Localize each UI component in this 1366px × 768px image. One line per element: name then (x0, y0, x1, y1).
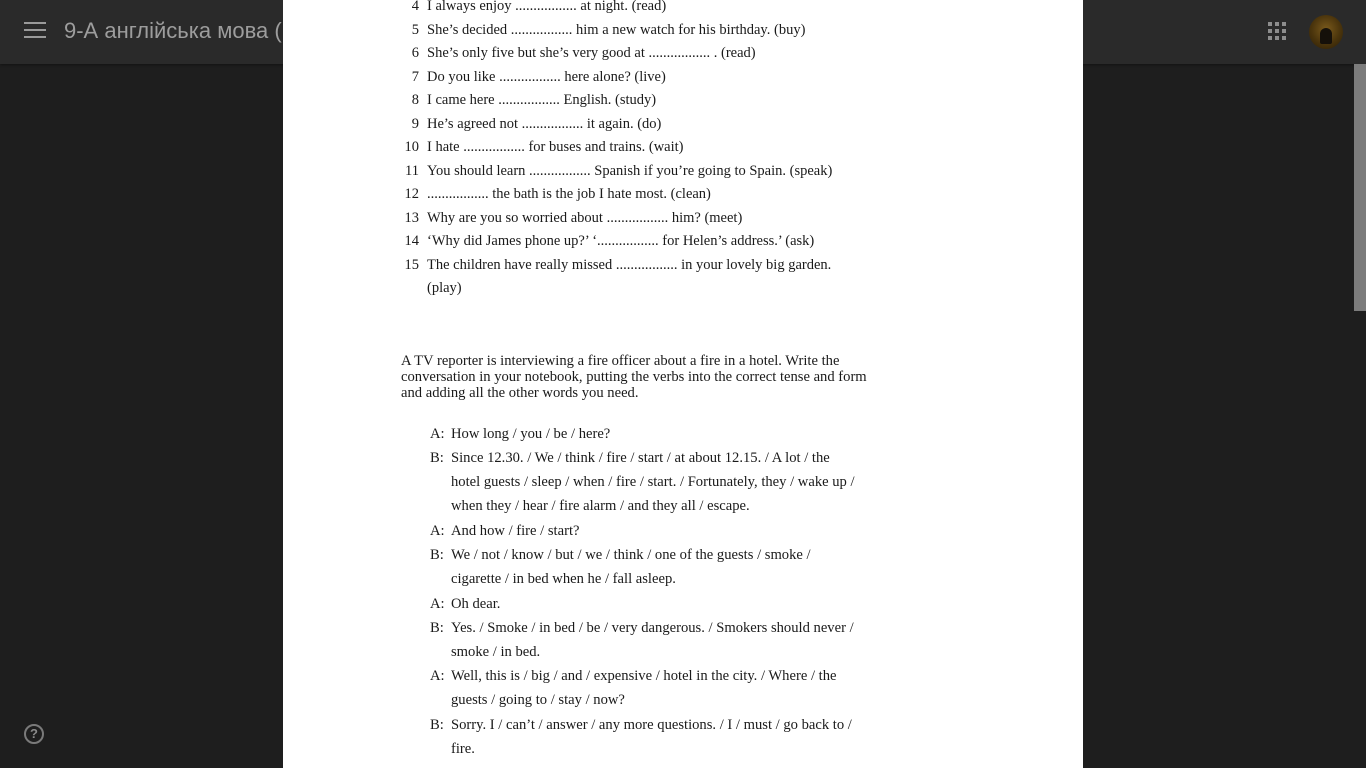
exercise-text: I came here ................. English. (study) (427, 92, 657, 108)
task-instruction-line: A TV reporter is interviewing a fire officer about a fire in a hotel. Write the (401, 353, 840, 369)
exercise-text: She’s only five but she’s very good at ................. . (read) (427, 45, 756, 61)
exercise-text: I hate ................. for buses and trains. (wait) (427, 139, 684, 155)
exercise-number: 5 (411, 22, 419, 38)
exercise-number: 11 (405, 163, 419, 179)
speaker-label: A: (430, 596, 445, 612)
task-instruction-line: and adding all the other words you need. (401, 385, 639, 401)
exercise-text: Do you like ................. here alone? (live) (427, 69, 666, 85)
dialogue-text: when they / hear / fire alarm / and they all / escape. (451, 498, 750, 514)
dialogue-text: And how / fire / start? (451, 523, 580, 539)
dialogue-text: hotel guests / sleep / when / fire / start. / Fortunately, they / wake up / (451, 474, 855, 490)
exercise-text: She’s decided ................. him a new watch for his birthday. (buy) (427, 22, 806, 38)
exercise-text: Why are you so worried about ................. him? (meet) (427, 210, 743, 226)
scrollbar-thumb[interactable] (1354, 64, 1366, 311)
exercise-number: 4 (411, 0, 419, 14)
dialogue-text: We / not / know / but / we / think / one of the guests / smoke / (451, 547, 811, 563)
help-icon[interactable]: ? (24, 724, 44, 744)
exercise-text: The children have really missed ................. in your lovely big garden. (427, 257, 832, 273)
speaker-label: B: (430, 717, 444, 733)
speaker-label: A: (430, 523, 445, 539)
dialogue-text: Sorry. I / can’t / answer / any more questions. / I / must / go back to / (451, 717, 852, 733)
exercise-number: 15 (404, 257, 419, 273)
document-page (283, 0, 1083, 768)
dialogue-text: Since 12.30. / We / think / fire / start / at about 12.15. / A lot / the (451, 450, 830, 466)
apps-grid-icon[interactable] (1268, 22, 1288, 42)
exercise-text: ‘Why did James phone up?’ ‘................. for Helen’s address.’ (ask) (427, 233, 815, 249)
page-title: 9-А англійська мова ( (64, 18, 282, 43)
exercise-number: 6 (411, 45, 419, 61)
speaker-label: B: (430, 547, 444, 563)
exercise-text: You should learn ................. Spanish if you’re going to Spain. (speak) (427, 163, 833, 179)
speaker-label: B: (430, 620, 444, 636)
exercise-number: 13 (404, 210, 419, 226)
dialogue-text: fire. (451, 741, 475, 757)
menu-icon[interactable] (24, 22, 46, 42)
exercise-text: He’s agreed not ................. it again. (do) (427, 116, 662, 132)
task-instruction-line: conversation in your notebook, putting the verbs into the correct tense and form (401, 369, 867, 385)
speaker-label: A: (430, 668, 445, 684)
exercise-number: 9 (411, 116, 419, 132)
exercise-number: 14 (404, 233, 419, 249)
exercise-text: ................. the bath is the job I hate most. (clean) (427, 186, 711, 202)
speaker-label: B: (430, 450, 444, 466)
exercise-number: 10 (404, 139, 419, 155)
exercise-number: 7 (411, 69, 419, 85)
dialogue-text: Yes. / Smoke / in bed / be / very dangerous. / Smokers should never / (451, 620, 854, 636)
dialogue-text: cigarette / in bed when he / fall asleep. (451, 571, 676, 587)
exercise-text: (play) (427, 280, 462, 296)
dialogue-text: smoke / in bed. (451, 644, 541, 660)
exercise-text: I always enjoy ................. at night. (read) (427, 0, 667, 14)
dialogue-text: guests / going to / stay / now? (451, 692, 625, 708)
avatar[interactable] (1309, 15, 1343, 49)
dialogue-text: Oh dear. (451, 596, 501, 612)
dialogue-text: Well, this is / big / and / expensive / hotel in the city. / Where / the (451, 668, 837, 684)
dialogue-text: How long / you / be / here? (451, 426, 611, 442)
exercise-number: 8 (411, 92, 419, 108)
exercise-number: 12 (404, 186, 419, 202)
speaker-label: A: (430, 426, 445, 442)
